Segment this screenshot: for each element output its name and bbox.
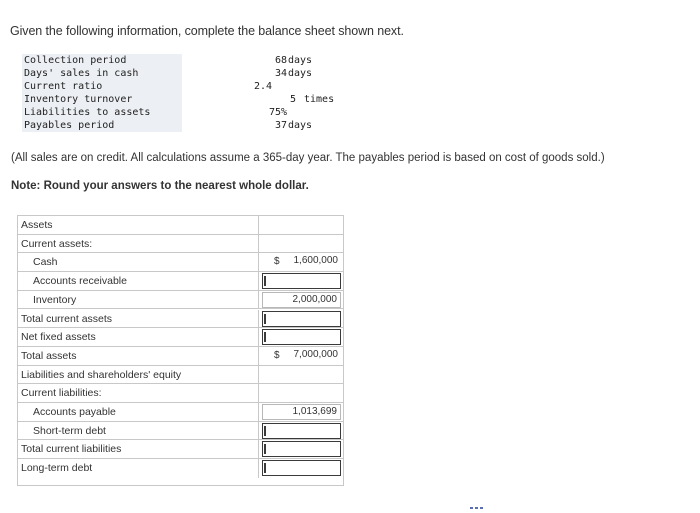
given-label: Days' sales in cash — [24, 68, 139, 79]
row-cell — [259, 384, 343, 402]
table-row — [18, 253, 343, 272]
row-label: Inventory — [18, 291, 259, 309]
given-row-payables-period — [22, 119, 322, 132]
given-row-current-ratio — [22, 80, 322, 93]
table-row — [18, 422, 343, 441]
table-row — [18, 459, 343, 478]
row-cell — [259, 291, 343, 309]
row-cell — [259, 235, 343, 253]
row-cell — [259, 253, 343, 271]
row-cell — [259, 440, 343, 458]
scroll-indicator — [470, 506, 490, 510]
total-current-liabilities-input[interactable] — [262, 441, 341, 457]
balance-sheet-table — [17, 215, 344, 486]
table-row — [18, 347, 343, 366]
given-label: Collection period — [24, 55, 127, 66]
row-cell — [259, 422, 343, 440]
table-row — [18, 310, 343, 329]
row-label: Current liabilities: — [18, 384, 259, 402]
given-label: Liabilities to assets — [24, 107, 151, 118]
accounts-receivable-input[interactable] — [262, 273, 341, 289]
row-cell — [259, 310, 343, 328]
given-label: Inventory turnover — [24, 94, 133, 105]
row-cell — [259, 328, 343, 346]
given-label: Payables period — [24, 120, 115, 131]
row-cell — [259, 272, 343, 290]
row-cell — [259, 403, 343, 421]
row-cell — [259, 459, 343, 478]
given-value: 34 — [274, 68, 287, 79]
short-term-debt-input[interactable] — [262, 423, 341, 439]
given-information — [22, 54, 335, 134]
table-row — [18, 328, 343, 347]
row-label: Total assets — [18, 347, 259, 365]
row-label: Assets — [18, 216, 259, 234]
given-unit: days — [288, 55, 313, 66]
dollar-sign: $ — [274, 256, 280, 268]
table-row — [18, 291, 343, 310]
row-cell — [259, 216, 343, 234]
given-label: Current ratio — [24, 81, 103, 92]
row-label: Net fixed assets — [18, 328, 259, 346]
given-row-liabilities-to-assets — [22, 106, 322, 119]
inventory-input[interactable]: 2,000,000 — [262, 292, 341, 308]
table-row — [18, 216, 343, 235]
cash-input[interactable]: 1,600,000 — [286, 254, 341, 270]
given-unit: days — [288, 68, 313, 79]
row-label: Total current assets — [18, 310, 259, 328]
given-unit: days — [288, 120, 313, 131]
dollar-sign: $ — [274, 349, 280, 361]
row-cell — [259, 347, 343, 365]
row-label: Accounts payable — [18, 403, 259, 421]
total-assets-input[interactable]: 7,000,000 — [286, 348, 341, 364]
assumption-note: (All sales are on credit. All calculations assume a 365-day year. The payables period is based on cost of goods sold.) — [11, 152, 605, 164]
table-row — [18, 272, 343, 291]
question-text: Given the following information, complete the balance sheet shown next. — [10, 24, 404, 38]
given-row-days-sales-in-cash — [22, 67, 322, 80]
accounts-payable-input[interactable]: 1,013,699 — [262, 404, 341, 420]
table-row — [18, 235, 343, 254]
given-value: 5 — [289, 94, 296, 105]
given-value: 2.4 — [253, 81, 272, 92]
row-label: Accounts receivable — [18, 272, 259, 290]
rounding-note: Note: Round your answers to the nearest whole dollar. — [11, 180, 309, 192]
given-unit: times — [304, 94, 335, 105]
row-cell — [259, 366, 343, 384]
row-label: Current assets: — [18, 235, 259, 253]
total-current-assets-input[interactable] — [262, 311, 341, 327]
given-value: 75% — [268, 107, 287, 118]
table-row — [18, 366, 343, 385]
row-label: Cash — [18, 253, 259, 271]
row-label: Long-term debt — [18, 459, 259, 478]
net-fixed-assets-input[interactable] — [262, 329, 341, 345]
long-term-debt-input[interactable] — [262, 460, 341, 476]
given-value: 37 — [274, 120, 287, 131]
row-label: Total current liabilities — [18, 440, 259, 458]
given-row-inventory-turnover — [22, 93, 335, 106]
given-value: 68 — [274, 55, 287, 66]
row-label: Short-term debt — [18, 422, 259, 440]
table-row — [18, 440, 343, 459]
given-row-collection-period — [22, 54, 322, 67]
table-row — [18, 403, 343, 422]
table-row — [18, 384, 343, 403]
row-label: Liabilities and shareholders' equity — [18, 366, 259, 384]
